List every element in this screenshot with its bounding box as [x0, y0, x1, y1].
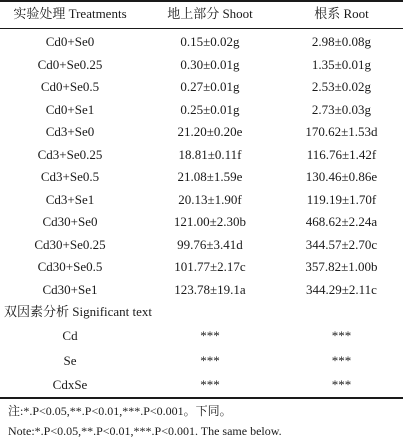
cell-root-significance: ***: [331, 352, 352, 368]
cell-treatment: Cd30+Se0.5: [37, 259, 103, 274]
significance-row: [0, 325, 403, 347]
cell-treatment: Cd30+Se1: [42, 281, 98, 297]
cell-shoot: 101.77±2.17c: [174, 259, 246, 274]
table-header-rule: [0, 28, 403, 29]
cell-treatment: Cd3+Se0: [45, 124, 95, 139]
cell-root-significance: ***: [331, 377, 352, 392]
table-row: [0, 256, 403, 278]
note-english: Note:*.P<0.05,**.P<0.01,***.P<0.001. The same below.: [8, 424, 282, 438]
cell-shoot: 123.78±19.1a: [174, 281, 246, 297]
header-shoot: 地上部分 Shoot: [167, 6, 253, 21]
cell-root: 2.73±0.03g: [311, 101, 372, 117]
table-row: [0, 99, 403, 121]
header-treatments: 实验处理 Treatments: [13, 6, 127, 21]
table-row: [0, 211, 403, 233]
table-row: [0, 31, 403, 53]
table-top-rule: [0, 0, 403, 2]
cell-shoot: 21.20±0.20e: [177, 124, 243, 139]
significance-row: [0, 350, 403, 372]
cell-root: 130.46±0.86e: [305, 169, 378, 184]
cell-root: 2.53±0.02g: [311, 79, 372, 94]
cell-root: 170.62±1.53d: [305, 124, 378, 139]
table-row: [0, 279, 403, 301]
cell-shoot: 0.27±0.01g: [180, 79, 240, 94]
cell-root: 344.29±2.11c: [306, 281, 377, 297]
cell-shoot: 121.00±2.30b: [173, 214, 247, 229]
header-root: 根系 Root: [314, 6, 369, 21]
cell-treatment: Cd0+Se1: [45, 101, 95, 117]
cell-shoot-significance: ***: [200, 352, 220, 368]
cell-shoot: 0.25±0.01g: [180, 101, 240, 117]
table-row: [0, 54, 403, 76]
cell-shoot-significance: ***: [200, 377, 220, 392]
table-row: [0, 144, 403, 166]
table-row: [0, 76, 403, 98]
cell-root: 116.76±1.42f: [306, 146, 377, 162]
significance-row: [0, 374, 403, 396]
section-title-significance: 双因素分析 Significant text: [4, 304, 153, 319]
cell-factor: Cd: [62, 328, 78, 343]
cell-root: 2.98±0.08g: [311, 34, 372, 49]
note-chinese: 注:*.P<0.05,**.P<0.01,***.P<0.001。下同。: [8, 404, 232, 418]
cell-root: 468.62±2.24a: [305, 214, 378, 229]
cell-shoot-significance: ***: [200, 328, 220, 343]
cell-factor: Se: [63, 352, 77, 368]
cell-shoot: 0.30±0.01g: [180, 56, 240, 72]
cell-root: 119.19±1.70f: [306, 191, 377, 207]
cell-shoot: 20.13±1.90f: [178, 191, 242, 207]
cell-treatment: Cd0+Se0.5: [40, 79, 100, 94]
cell-root: 357.82±1.00b: [305, 259, 378, 274]
cell-shoot: 0.15±0.02g: [180, 34, 240, 49]
cell-treatment: Cd3+Se0.25: [37, 146, 103, 162]
cell-root: 344.57±2.70c: [305, 236, 378, 252]
table-row: [0, 189, 403, 211]
cell-treatment: Cd30+Se0: [42, 214, 98, 229]
cell-factor: CdxSe: [52, 377, 88, 392]
cell-treatment: Cd30+Se0.25: [34, 236, 106, 252]
table-row: [0, 234, 403, 256]
cell-shoot: 18.81±0.11f: [178, 146, 242, 162]
table-bottom-rule: [0, 397, 403, 399]
table-row: [0, 121, 403, 143]
cell-shoot: 99.76±3.41d: [177, 236, 243, 252]
cell-root-significance: ***: [331, 328, 352, 343]
cell-treatment: Cd3+Se0.5: [40, 169, 100, 184]
table-row: [0, 166, 403, 188]
cell-treatment: Cd3+Se1: [45, 191, 95, 207]
cell-treatment: Cd0+Se0: [45, 34, 95, 49]
cell-shoot: 21.08±1.59e: [177, 169, 243, 184]
cell-root: 1.35±0.01g: [311, 56, 372, 72]
cell-treatment: Cd0+Se0.25: [37, 56, 103, 72]
